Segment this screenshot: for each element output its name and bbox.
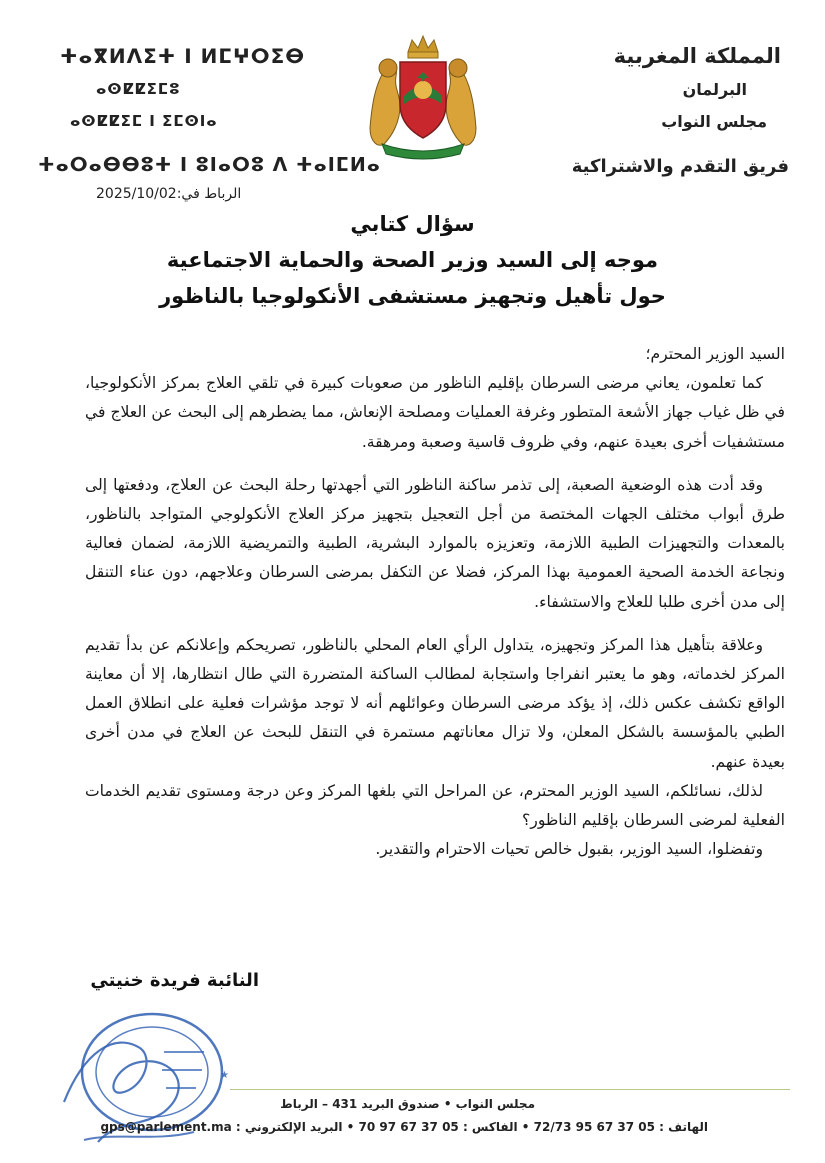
paragraph-4: لذلك، نسائلكم، السيد الوزير المحترم، عن المراحل التي بلغها المركز وعن درجة ومستوى تقديم الخدمات الفعلية لمرضى السرطان بإقليم الناظور؟ bbox=[85, 781, 785, 830]
document-title: سؤال كتابي bbox=[350, 212, 475, 236]
paragraph-1: كما تعلمون، يعاني مرضى السرطان بإقليم الناظور من صعوبات كبيرة في تلقي العلاج بمركز الأنكولوجيا، في ظل غياب جهاز الأشعة المتطور وغرفة العمليات ومصلحة الإنعاش، مما يضطرهم إلى البحث عن العلاج في مستشفيات أخرى بعيدة عنهم، وفي ظروف قاسية وصعبة ومرهقة. bbox=[85, 374, 785, 451]
tifinagh-kingdom: ⵜⴰⴳⵍⴷⵉⵜ ⵏ ⵍⵎⵖⵔⵉⴱ bbox=[60, 44, 306, 68]
subject-line: حول تأهيل وتجهيز مستشفى الأنكولوجيا بالناظور bbox=[159, 284, 666, 308]
recipient-line: موجه إلى السيد وزير الصحة والحماية الاجتماعية bbox=[166, 248, 659, 272]
parliamentary-group: فريق التقدم والاشتراكية bbox=[571, 156, 789, 177]
kingdom-title: المملكة المغربية bbox=[613, 44, 781, 68]
royal-emblem-icon bbox=[362, 32, 484, 162]
paragraph-3: وعلاقة بتأهيل هذا المركز وتجهيزه، يتداول الرأي العام المحلي بالناظور، تصريحكم وإعلانكم عن بدأ تقديم المركز لخدماته، وهو ما يعتبر انفراجا واستجابة لمطالب الساكنة المتضررة التي طال انتظارها، إلا أن معاينة الواقع تكشف عكس ذلك، إذ يؤكد مرضى السرطان وعوائلهم أنه لا توجد مؤشرات فعلية على انطلاق العمل الطبي بالمؤسسة بالشكل المعلن، ولا تزال معاناتهم مستمرة في التنقل للبحث عن العلاج في مدن أخرى بعيدة عنهم. bbox=[85, 635, 785, 771]
salutation: السيد الوزير المحترم؛ bbox=[645, 345, 785, 363]
official-stamp-icon bbox=[44, 992, 228, 1160]
letter-body bbox=[85, 340, 785, 864]
paragraph-2: وقد أدت هذه الوضعية الصعبة، إلى تذمر ساكنة الناظور التي أجهدتها رحلة البحث عن العلاج، ودفعتها إلى طرق أبواب مختلف الجهات المختصة من أجل التعجيل بتجهيز مركز العلاج الأنكولوجي المتواجد بالناظور، بالمعدات والتجهيزات الطبية اللازمة، وتعزيزه بالموارد البشرية، الطبية والتمريضية اللازمة، لضمان فعالية ونجاعة الخدمة الصحية العمومية بهذا المركز، فضلا عن التكفل بمرضى السرطان وعلاجهم، دون عناء التنقل إلى مدن أخرى طلبا للعلاج والاستشفاء. bbox=[85, 475, 785, 611]
paragraph-5: وتفضلوا، السيد الوزير، بقبول خالص تحيات الاحترام والتقدير. bbox=[375, 840, 763, 859]
footer-address: مجلس النواب • صندوق البريد 431 – الرباط bbox=[280, 1097, 535, 1111]
signer-name: النائبة فريدة خنيتي bbox=[90, 970, 259, 991]
chamber-title: مجلس النواب bbox=[661, 112, 767, 131]
date-value: 2025/10/02 bbox=[96, 186, 177, 202]
parliament-title: البرلمان bbox=[682, 80, 747, 99]
svg-text:★: ★ bbox=[220, 1070, 229, 1081]
date-line bbox=[96, 186, 241, 202]
tifinagh-chamber: ⴰⵙⵇⵇⵉⵎ ⵏ ⵉⵎⵙⵏⴰ bbox=[70, 112, 218, 130]
footer-divider bbox=[230, 1089, 790, 1090]
date-label: الرباط في: bbox=[176, 186, 242, 202]
footer-contacts: الهاتف : 05 37 67 95 72/73 • الفاكس : 05 37 67 97 70 • البريد الإلكتروني : gps@parlement.ma bbox=[100, 1120, 708, 1134]
tifinagh-parliament: ⴰⵙⵇⵇⵉⵎⵓ bbox=[96, 80, 181, 98]
tifinagh-group: ⵜⴰⵔⴰⴱⴱⵓⵜ ⵏ ⵓⵏⴰⵔⵓ ⴷ ⵜⴰⵏⵎⵍⴰ bbox=[38, 154, 381, 176]
